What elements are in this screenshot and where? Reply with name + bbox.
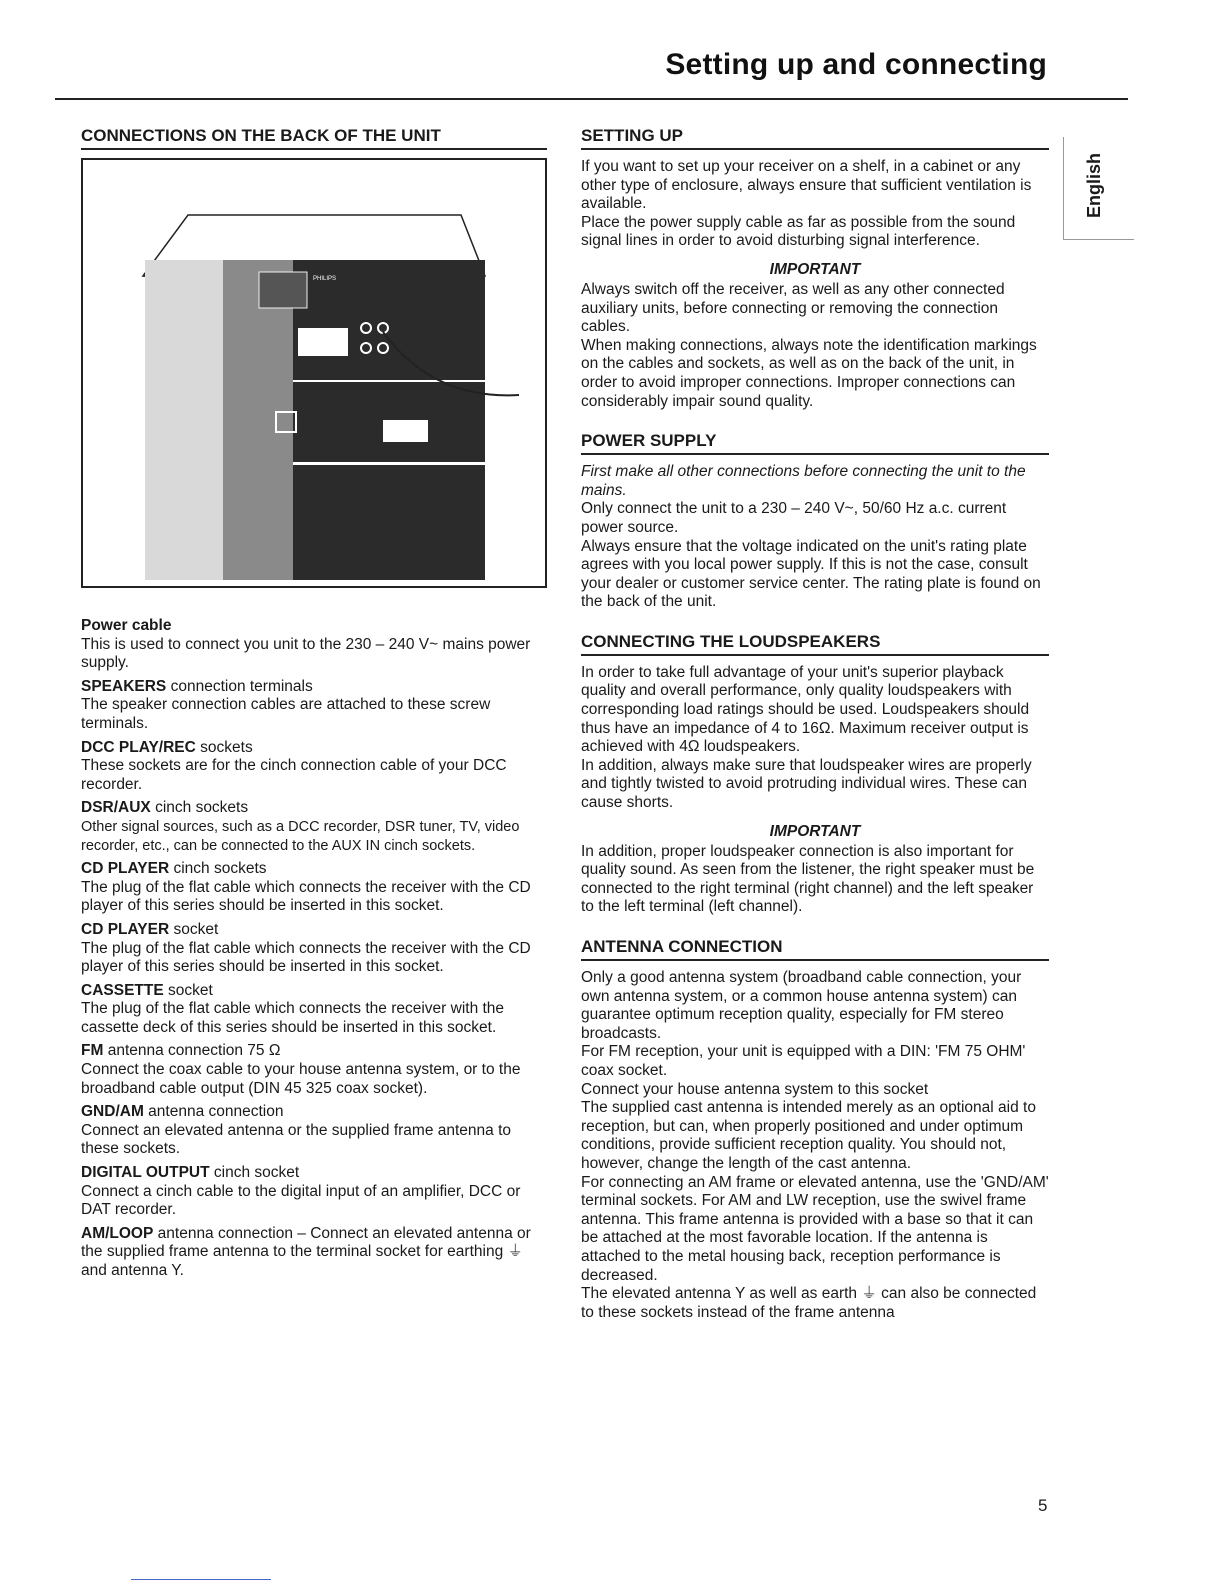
section-setting-up: [581, 126, 1049, 411]
term-cassette: [81, 982, 547, 1038]
power-supply-text: Always ensure that the voltage indicated on the unit's rating plate agrees with you local power supply. If this is not the case, consult your dealer or customer service center. The rating plate is found on the back of the unit.: [581, 537, 1041, 611]
term-digital-output: [81, 1164, 547, 1220]
term-dcc-play-rec: [81, 739, 547, 795]
section-antenna: [581, 937, 1049, 1322]
term-name: DSR/AUX: [81, 799, 151, 817]
term-name: AM/LOOP: [81, 1224, 154, 1242]
loudspeakers-text: In addition, always make sure that loudspeaker wires are properly and tightly twisted to avoid protruding individual wires. These can cause shorts.: [581, 756, 1032, 812]
unit-back-figure: [81, 158, 547, 588]
term-suffix: cinch sockets: [169, 860, 267, 878]
page-title: Setting up and connecting: [665, 48, 1047, 81]
term-suffix: cinch sockets: [150, 799, 249, 817]
term-suffix: socket: [163, 981, 213, 999]
term-description: This is used to connect you unit to the 230 – 240 V~ mains power supply.: [81, 635, 531, 672]
section-loudspeakers: [581, 632, 1049, 917]
connections-heading: CONNECTIONS ON THE BACK OF THE UNIT: [81, 126, 547, 150]
loudspeakers-text: In order to take full advantage of your unit's superior playback quality and overall performance, only quality loudspeakers with corresponding load ratings should be used. Loudspeakers should thus have an impedance of 4 to 16Ω. Maximum receiver output is achieved with 4Ω loudspeakers.: [581, 663, 1030, 756]
setting-up-text: Place the power supply cable as far as possible from the sound signal lines in order to avoid disturbing signal interference.: [581, 213, 1016, 250]
antenna-heading: ANTENNA CONNECTION: [581, 937, 1049, 961]
term-suffix: connection terminals: [166, 677, 313, 695]
term-suffix: antenna connection – Connect an elevated antenna or the supplied frame antenna to the terminal socket for earthing ⏚ and antenna Y.: [81, 1224, 531, 1279]
antenna-text: Only a good antenna system (broadband cable connection, your own antenna system, or a common house antenna system) can guarantee optimum reception quality, especially for FM stereo broadcasts.: [581, 969, 1022, 1042]
term-description: The plug of the flat cable which connects the receiver with the cassette deck of this series should be inserted in this socket.: [81, 1000, 505, 1036]
setting-up-text: Always switch off the receiver, as well as any other connected auxiliary units, before connecting or removing the connection cables.: [581, 280, 1005, 336]
setting-up-text: If you want to set up your receiver on a shelf, in a cabinet or any other type of enclosure, always ensure that sufficient ventilation is available.: [581, 158, 1032, 213]
term-fm-antenna: [81, 1042, 547, 1098]
term-name: DIGITAL OUTPUT: [81, 1164, 210, 1182]
section-power-supply: [581, 431, 1049, 612]
term-name: Power cable: [81, 617, 172, 634]
term-suffix: cinch socket: [209, 1164, 300, 1182]
antenna-text: For FM reception, your unit is equipped with a DIN: 'FM 75 OHM' coax socket.: [581, 1043, 1026, 1079]
antenna-text: The elevated antenna Y as well as earth ⏚ can also be connected to these sockets instead of the frame antenna: [581, 1285, 1037, 1321]
loudspeakers-text: In addition, proper loudspeaker connection is also important for quality sound. As seen from the listener, the right speaker must be connected to the right terminal (right channel) and the left speaker to the left terminal (left channel).: [581, 842, 1035, 916]
term-name: CD PLAYER: [81, 860, 170, 878]
left-column: [81, 126, 547, 1281]
connection-terms: [81, 617, 547, 1281]
term-description: These sockets are for the cinch connection cable of your DCC recorder.: [81, 757, 507, 793]
power-supply-heading: POWER SUPPLY: [581, 431, 1049, 455]
term-description: The plug of the flat cable which connects the receiver with the CD player of this series should be inserted in this socket.: [81, 878, 531, 915]
term-name: FM: [81, 1042, 104, 1060]
term-suffix: antenna connection 75 Ω: [103, 1042, 281, 1060]
term-speakers: [81, 678, 547, 734]
page-number: 5: [1038, 1496, 1048, 1515]
setting-up-text: When making connections, always note the identification markings on the cables and sockets, as well as on the back of the unit, in order to avoid improper connections. Improper connections can considerably impair sound quality.: [581, 336, 1037, 410]
unit-back-illustration: [83, 160, 545, 582]
antenna-text: For connecting an AM frame or elevated antenna, use the 'GND/AM' terminal sockets. For AM and LW reception, use the swivel frame antenna. This frame antenna is provided with a base so that it can be attached at the most favorable location. If the antenna is attached to the metal housing back, reception performance is decreased.: [581, 1173, 1049, 1284]
term-power-cable: [81, 617, 547, 673]
term-suffix: socket: [169, 920, 219, 938]
term-name: SPEAKERS: [81, 677, 167, 695]
important-label: IMPORTANT: [769, 822, 861, 840]
term-name: DCC PLAY/REC: [81, 738, 196, 756]
term-description: Other signal sources, such as a DCC recorder, DSR tuner, TV, video recorder, etc., can be connected to the AUX IN cinch sockets.: [81, 818, 520, 854]
antenna-text: The supplied cast antenna is intended merely as an optional aid to reception, but can, when properly positioned and under optimum conditions, provide sufficient reception quality. You should not, however, change the length of the cast antenna.: [581, 1099, 1036, 1172]
term-cd-player-cinch: [81, 860, 547, 916]
term-suffix: sockets: [195, 738, 253, 756]
setting-up-heading: SETTING UP: [581, 126, 1049, 150]
brand-label: PHILIPS: [313, 276, 337, 282]
term-description: Connect the coax cable to your house antenna system, or to the broadband cable output (DIN 45 325 coax socket).: [81, 1061, 521, 1097]
term-name: CD PLAYER: [81, 920, 170, 938]
power-supply-text: Only connect the unit to a 230 – 240 V~, 50/60 Hz a.c. current power source.: [581, 500, 1007, 536]
term-name: CASSETTE: [81, 981, 164, 999]
header-rule: [55, 98, 1128, 100]
term-am-loop: [81, 1225, 547, 1281]
term-suffix: antenna connection: [143, 1103, 284, 1121]
term-cd-player-socket: [81, 921, 547, 977]
loudspeakers-heading: CONNECTING THE LOUDSPEAKERS: [581, 632, 1049, 656]
term-dsr-aux: [81, 799, 547, 855]
language-tab: [1063, 137, 1134, 240]
power-supply-text: First make all other connections before connecting the unit to the mains.: [581, 463, 1026, 499]
right-column: [581, 126, 1049, 1322]
term-description: The speaker connection cables are attached to these screw terminals.: [81, 696, 491, 732]
antenna-text: Connect your house antenna system to this socket: [581, 1080, 929, 1098]
term-gnd-am: [81, 1103, 547, 1159]
term-description: Connect an elevated antenna or the supplied frame antenna to these sockets.: [81, 1121, 512, 1158]
important-label: IMPORTANT: [769, 260, 861, 278]
term-name: GND/AM: [81, 1103, 144, 1121]
term-description: The plug of the flat cable which connects the receiver with the CD player of this series should be inserted in this socket.: [81, 939, 531, 976]
language-tab-label: English: [1084, 152, 1104, 218]
scan-artifact-line: [131, 1579, 271, 1580]
term-description: Connect a cinch cable to the digital input of an amplifier, DCC or DAT recorder.: [81, 1182, 521, 1219]
